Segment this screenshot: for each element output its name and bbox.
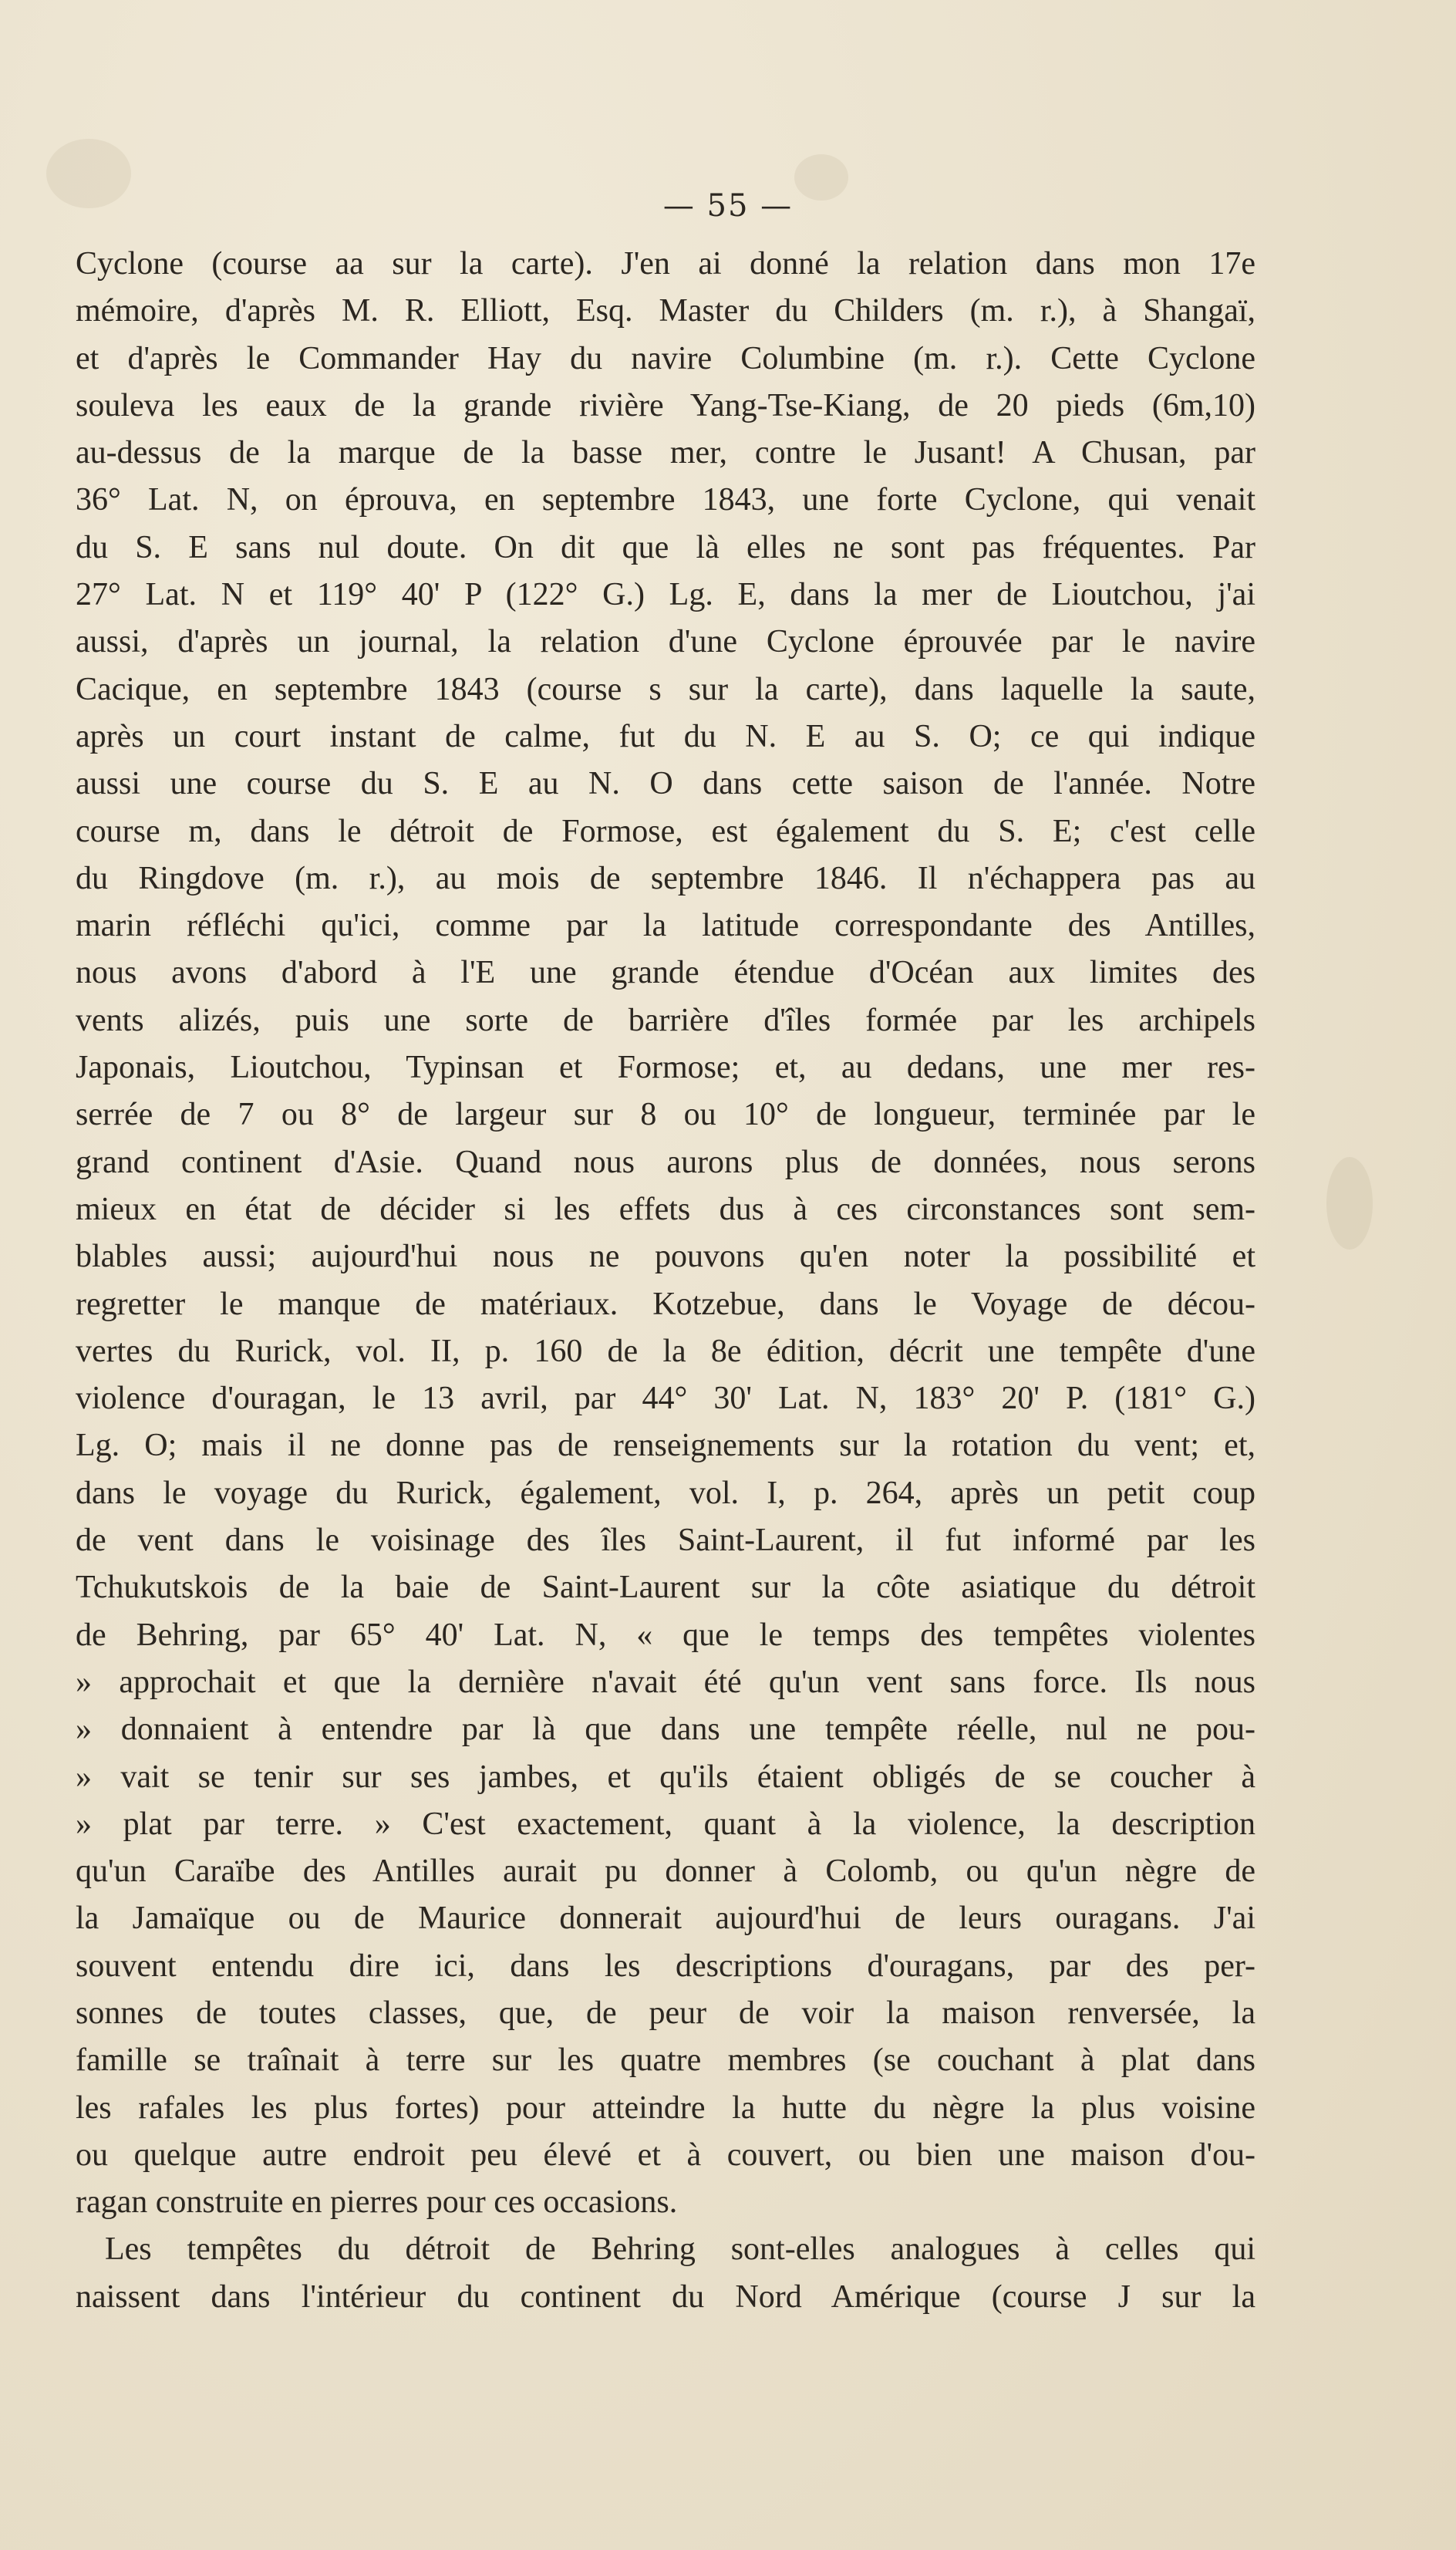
- text-line: Japonais, Lioutchou, Typinsan et Formose; et, au dedans, une mer res-: [76, 1050, 1255, 1086]
- text-line: aussi une course du S. E au N. O dans cette saison de l'année. Notre: [76, 766, 1255, 802]
- text-line: souleva les eaux de la grande rivière Yang-Tse-Kiang, de 20 pieds (6m,10): [76, 387, 1255, 423]
- body-text: [76, 241, 1255, 2321]
- text-line: du S. E sans nul doute. On dit que là elles ne sont pas fréquentes. Par: [76, 529, 1255, 565]
- text-line: vents alizés, puis une sorte de barrière d'îles formée par les archipels: [76, 1002, 1255, 1038]
- text-line: du Ringdove (m. r.), au mois de septembre 1846. Il n'échappera pas au: [76, 860, 1255, 896]
- text-line: mieux en état de décider si les effets dus à ces circonstances sont sem-: [76, 1191, 1255, 1227]
- text-line: » donnaient à entendre par là que dans une tempête réelle, nul ne pou-: [76, 1712, 1255, 1748]
- text-line: blables aussi; aujourd'hui nous ne pouvons qu'en noter la possibilité et: [76, 1239, 1255, 1275]
- text-line: qu'un Caraïbe des Antilles aurait pu donner à Colomb, ou qu'un nègre de: [76, 1853, 1255, 1890]
- text-line: sonnes de toutes classes, que, de peur de voir la maison renversée, la: [76, 1995, 1255, 2031]
- text-line: souvent entendu dire ici, dans les descriptions d'ouragans, par des per-: [76, 1948, 1255, 1984]
- text-line: » plat par terre. » C'est exactement, quant à la violence, la description: [76, 1806, 1255, 1842]
- text-line: dans le voyage du Rurick, également, vol. I, p. 264, après un petit coup: [76, 1475, 1255, 1511]
- text-line: ou quelque autre endroit peu élevé et à couvert, ou bien une maison d'ou-: [76, 2137, 1255, 2173]
- text-line: » vait se tenir sur ses jambes, et qu'ils étaient obligés de se coucher à: [76, 1759, 1255, 1795]
- text-line: la Jamaïque ou de Maurice donnerait aujourd'hui de leurs ouragans. J'ai: [76, 1901, 1255, 1937]
- text-line: Lg. O; mais il ne donne pas de renseignements sur la rotation du vent; et,: [76, 1428, 1255, 1464]
- text-line: de Behring, par 65° 40' Lat. N, « que le temps des tempêtes violentes: [76, 1617, 1255, 1653]
- text-line: Les tempêtes du détroit de Behring sont-elles analogues à celles qui: [105, 2231, 1255, 2268]
- text-line: aussi, d'après un journal, la relation d'une Cyclone éprouvée par le navire: [76, 624, 1255, 660]
- text-line: regretter le manque de matériaux. Kotzebue, dans le Voyage de décou-: [76, 1286, 1255, 1322]
- text-line: Cyclone (course aa sur la carte). J'en ai donné la relation dans mon 17e: [76, 246, 1255, 282]
- text-line: » approchait et que la dernière n'avait été qu'un vent sans force. Ils nous: [76, 1664, 1255, 1700]
- text-line: violence d'ouragan, le 13 avril, par 44° 30' Lat. N, 183° 20' P. (181° G.): [76, 1381, 1255, 1417]
- text-line: naissent dans l'intérieur du continent du Nord Amérique (course J sur la: [76, 2278, 1255, 2315]
- text-line: Cacique, en septembre 1843 (course s sur la carte), dans laquelle la saute,: [76, 671, 1255, 707]
- text-line: serrée de 7 ou 8° de largeur sur 8 ou 10° de longueur, terminée par le: [76, 1097, 1255, 1133]
- text-line: au-dessus de la marque de la basse mer, contre le Jusant! A Chusan, par: [76, 435, 1255, 471]
- text-line: vertes du Rurick, vol. II, p. 160 de la 8e édition, décrit une tempête d'une: [76, 1333, 1255, 1369]
- paper-stain: [1326, 1157, 1373, 1250]
- text-line: course m, dans le détroit de Formose, est également du S. E; c'est celle: [76, 813, 1255, 849]
- text-line: 27° Lat. N et 119° 40' P (122° G.) Lg. E, dans la mer de Lioutchou, j'ai: [76, 577, 1255, 613]
- text-line: après un court instant de calme, fut du N. E au S. O; ce qui indique: [76, 718, 1255, 754]
- text-line: ragan construite en pierres pour ces occasions.: [76, 2184, 678, 2221]
- text-line: et d'après le Commander Hay du navire Columbine (m. r.). Cette Cyclone: [76, 340, 1255, 376]
- text-line: de vent dans le voisinage des îles Saint-Laurent, il fut informé par les: [76, 1523, 1255, 1559]
- page-number: — 55 —: [662, 188, 794, 224]
- text-line: grand continent d'Asie. Quand nous aurons plus de données, nous serons: [76, 1144, 1255, 1180]
- text-line: les rafales les plus fortes) pour atteindre la hutte du nègre la plus voisine: [76, 2090, 1255, 2126]
- text-line: Tchukutskois de la baie de Saint-Laurent sur la côte asiatique du détroit: [76, 1570, 1255, 1606]
- text-line: marin réfléchi qu'ici, comme par la latitude correspondante des Antilles,: [76, 908, 1255, 944]
- text-line: mémoire, d'après M. R. Elliott, Esq. Master du Childers (m. r.), à Shangaï,: [76, 293, 1255, 329]
- text-line: 36° Lat. N, on éprouva, en septembre 1843, une forte Cyclone, qui venait: [76, 482, 1255, 518]
- text-line: nous avons d'abord à l'E une grande étendue d'Océan aux limites des: [76, 955, 1255, 991]
- text-line: famille se traînait à terre sur les quatre membres (se couchant à plat dans: [76, 2042, 1255, 2079]
